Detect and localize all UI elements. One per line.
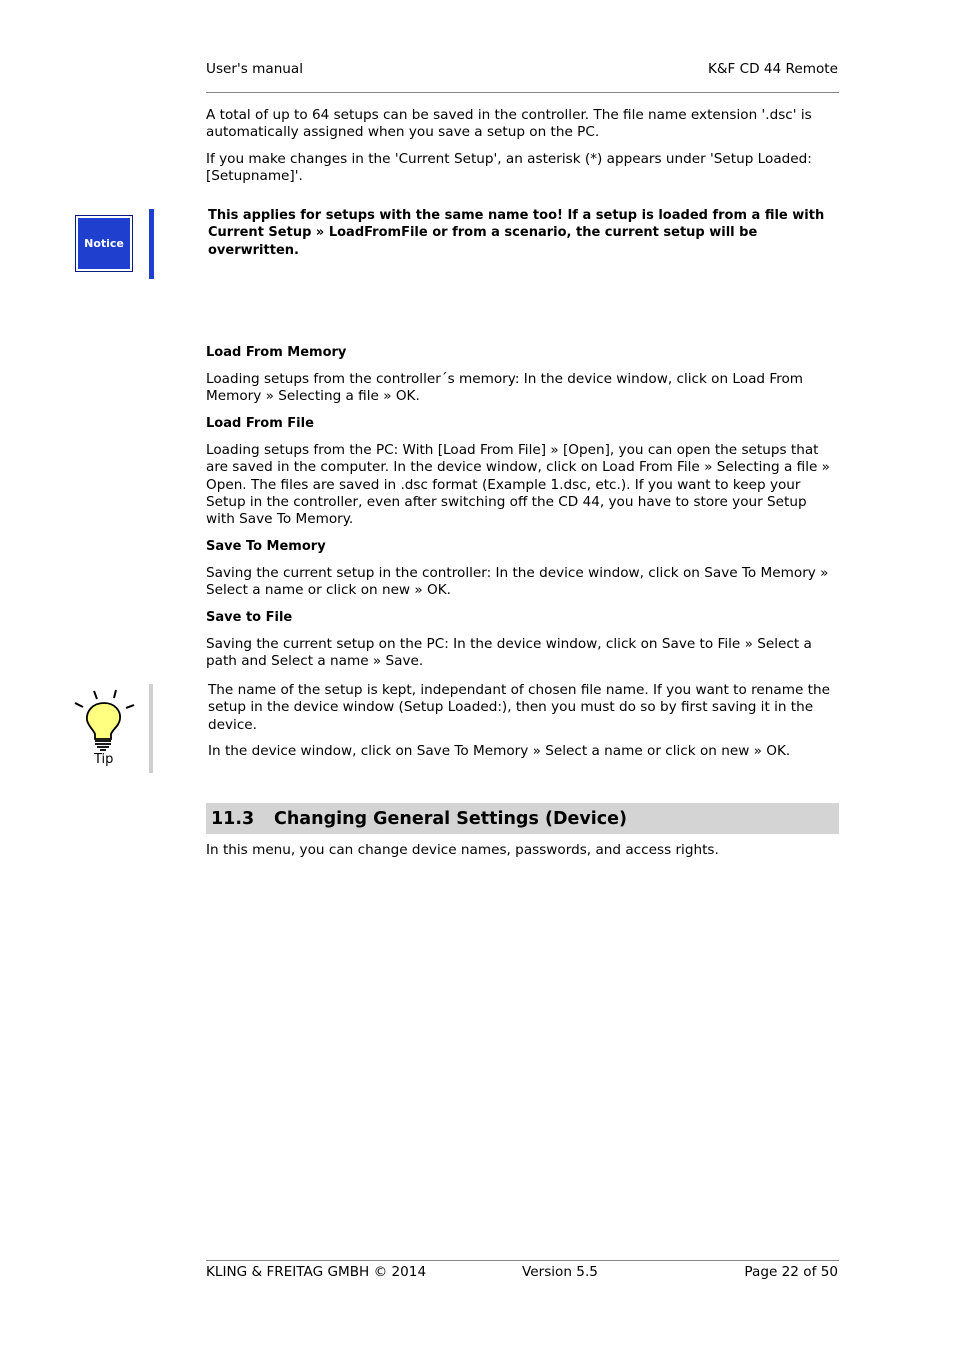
chapter-title: Changing General Settings (Device) (274, 808, 627, 829)
chapter-heading (206, 803, 839, 834)
chapter-body: In this menu, you can change device names, passwords, and access rights. (206, 842, 719, 858)
tip-paragraph-2: In the device window, click on Save To Memory » Select a name or click on new » OK. (208, 742, 791, 759)
tip-label: Tip (94, 752, 114, 767)
lightbulb-icon (70, 686, 140, 752)
header-divider (206, 92, 839, 93)
footer-left: KLING & FREITAG GMBH © 2014 (206, 1264, 427, 1280)
header-left: User's manual (206, 61, 304, 77)
body-load-from-memory: Loading setups from the controller´s memory: In the device window, click on Load From Memory » Selecting a file » OK. (206, 371, 804, 405)
tip-text (208, 682, 838, 769)
heading-load-from-memory: Load From Memory (206, 345, 347, 360)
body-load-from-file: Loading setups from the PC: With [Load From File] » [Open], you can open the setups that are saved in the computer. In the device window, click on Load From File » Selecting a file » Open. The files are saved in .dsc format (Example 1.dsc, etc.). If you want to keep your Setup in the controller, even after switching off the CD 44, you have to store your Setup with Save To Memory. (206, 442, 830, 528)
notice-bar (149, 209, 154, 279)
chapter-number: 11.3 (211, 808, 255, 829)
heading-save-to-file: Save to File (206, 610, 293, 625)
header-right: K&F CD 44 Remote (707, 61, 838, 77)
footer-version: Version 5.5 (522, 1264, 598, 1280)
notice-text: This applies for setups with the same name too! If a setup is loaded from a file with Current Setup » LoadFromFile or from a scenario, the current setup will be overwritten. (208, 208, 825, 258)
heading-save-to-memory: Save To Memory (206, 539, 326, 554)
body-save-to-memory: Saving the current setup in the controller: In the device window, click on Save To Memory » Select a name or click on new » OK. (206, 565, 829, 599)
heading-load-from-file: Load From File (206, 416, 314, 431)
intro-paragraph-2: If you make changes in the 'Current Setup', an asterisk (*) appears under 'Setup Loaded: [Setupname]'. (206, 151, 812, 185)
tip-paragraph-1: The name of the setup is kept, independant of chosen file name. If you want to rename the setup in the device window (Setup Loaded:), then you must do so by first saving it in the device. (208, 682, 830, 733)
intro-paragraph-1: A total of up to 64 setups can be saved in the controller. The file name extension '.dsc' is automatically assigned when you save a setup on the PC. (206, 107, 812, 141)
tip-bar (149, 684, 153, 773)
footer-page-number: Page 22 of 50 (744, 1264, 838, 1280)
body-save-to-file: Saving the current setup on the PC: In the device window, click on Save to File » Select a path and Select a name » Save. (206, 636, 812, 670)
footer-divider (206, 1260, 839, 1261)
notice-icon-label: Notice (84, 237, 124, 250)
notice-icon (75, 215, 133, 272)
